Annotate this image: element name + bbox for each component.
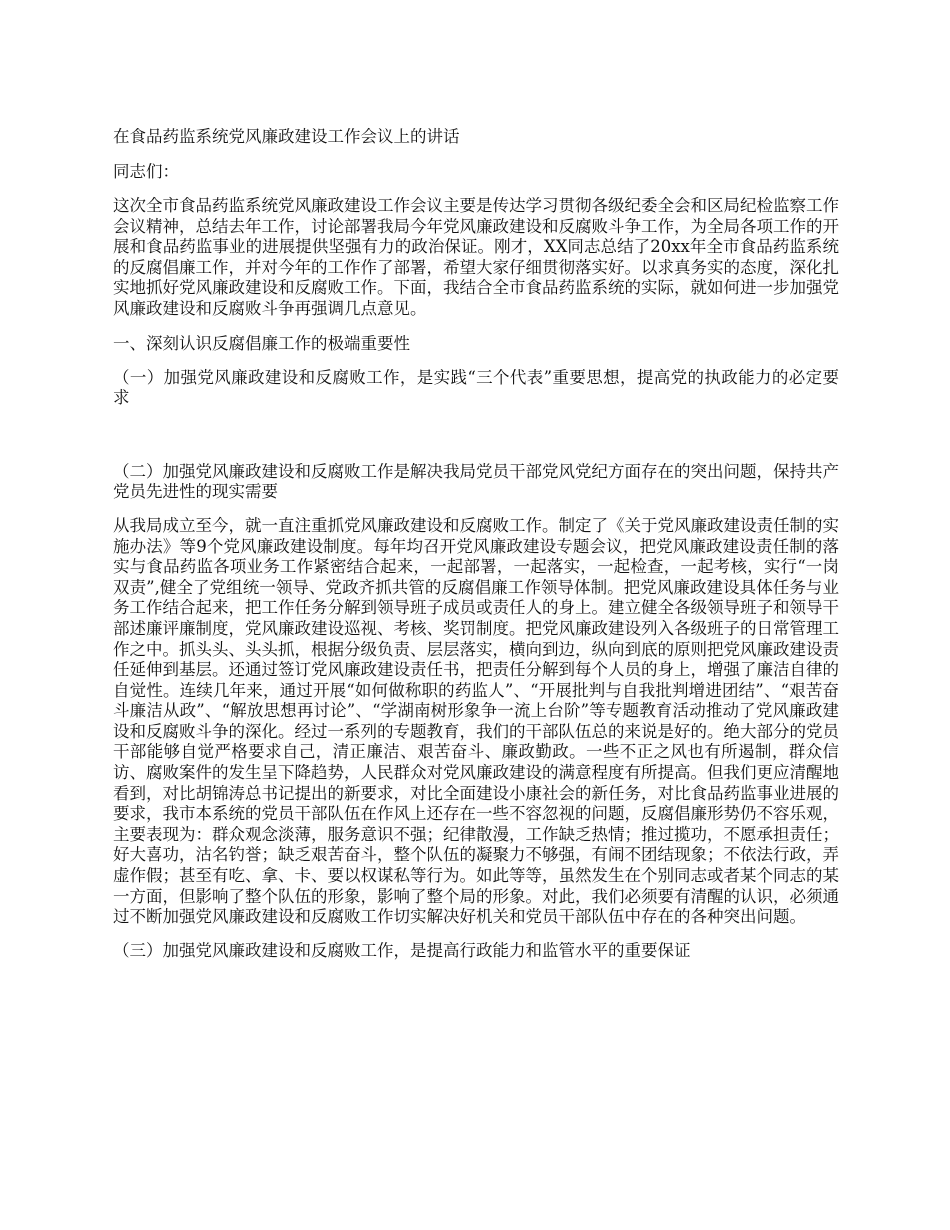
subsection-heading-1: （一）加强党风廉政建设和反腐败工作，是实践“三个代表”重要思想，提高党的执政能力的必定要求 xyxy=(113,367,839,408)
subsection-heading-2: （二）加强党风廉政建设和反腐败工作是解决我局党员干部党风党纪方面存在的突出问题，保持共产党员先进性的现实需要 xyxy=(113,461,839,502)
section-heading-1: 一、深刻认识反腐倡廉工作的极端重要性 xyxy=(113,333,410,353)
subsection-heading-3: （三）加强党风廉政建设和反腐败工作，是提高行政能力和监管水平的重要保证 xyxy=(113,940,691,960)
intro-paragraph: 这次全市食品药监系统党风廉政建设工作会议主要是传达学习贯彻各级纪委全会和区局纪检监察工作会议精神，总结去年工作，讨论部署我局今年党风廉政建设和反腐败斗争工作，为全局各项工作的开展和食品药监事业的进展提供坚强有力的政治保证。刚才，XX同志总结了20xx年全市食品药监系统的反腐倡廉工作，并对今年的工作作了部署，希望大家仔细贯彻落实好。以求真务实的态度，深化扎实地抓好党风廉政建设和反腐败工作。下面，我结合全市食品药监系统的实际，就如何进一步加强党风廉政建设和反腐败斗争再强调几点意见。 xyxy=(113,196,839,318)
blank-gap xyxy=(113,422,839,462)
document-page xyxy=(113,126,839,974)
document-title: 在食品药监系统党风廉政建设工作会议上的讲话 xyxy=(113,127,460,146)
salutation: 同志们： xyxy=(113,162,179,181)
body-paragraph: 从我局成立至今，就一直注重抓党风廉政建设和反腐败工作。制定了《关于党风廉政建设责任制的实施办法》等9个党风廉政建设制度。每年均召开党风廉政建设专题会议，把党风廉政建设责任制的落实与食品药监各项业务工作紧密结合起来，一起部署，一起落实，一起检查，一起考核，实行“一岗双责”,健全了党组统一领导、党政齐抓共管的反腐倡廉工作领导体制。把党风廉政建设具体任务与业务工作结合起来，把工作任务分解到领导班子成员或责任人的身上。建立健全各级领导班子和领导干部述廉评廉制度，党风廉政建设巡视、考核、奖罚制度。把党风廉政建设列入各级班子的日常管理工作之中。抓头头、头头抓，根据分级负责、层层落实，横向到边，纵向到底的原则把党风廉政建设责任延伸到基层。还通过签订党风廉政建设责任书，把责任分解到每个人员的身上，增强了廉洁自律的自觉性。连续几年来，通过开展“如何做称职的药监人”、“开展批判与自我批判增进团结”、“艰苦奋斗廉洁从政”、“解放思想再讨论”、“学湖南树形象争一流上台阶”等专题教育活动推动了党风廉政建设和反腐败斗争的深化。经过一系列的专题教育，我们的干部队伍总的来说是好的。绝大部分的党员干部能够自觉严格要求自己，清正廉洁、艰苦奋斗、廉政勤政。一些不正之风也有所遏制，群众信访、腐败案件的发生呈下降趋势，人民群众对党风廉政建设的满意程度有所提高。但我们更应清醒地看到，对比胡锦涛总书记提出的新要求，对比全面建设小康社会的新任务，对比食品药监事业进展的要求，我市本系统的党员干部队伍在作风上还存在一些不容忽视的问题，反腐倡廉形势仍不容乐观，主要表现为：群众观念淡薄，服务意识不强；纪律散漫，工作缺乏热情；推过揽功，不愿承担责任；好大喜功，沽名钓誉；缺乏艰苦奋斗，整个队伍的凝聚力不够强，有闹不团结现象；不依法行政，弄虚作假；甚至有吃、拿、卡、要以权谋私等行为。如此等等，虽然发生在个别同志或者某个同志的某一方面，但影响了整个队伍的形象，影响了整个局的形象。对此，我们必须要有清醒的认识，必须通过不断加强党风廉政建设和反腐败工作切实解决好机关和党员干部队伍中存在的各种突出问题。 xyxy=(113,515,839,927)
